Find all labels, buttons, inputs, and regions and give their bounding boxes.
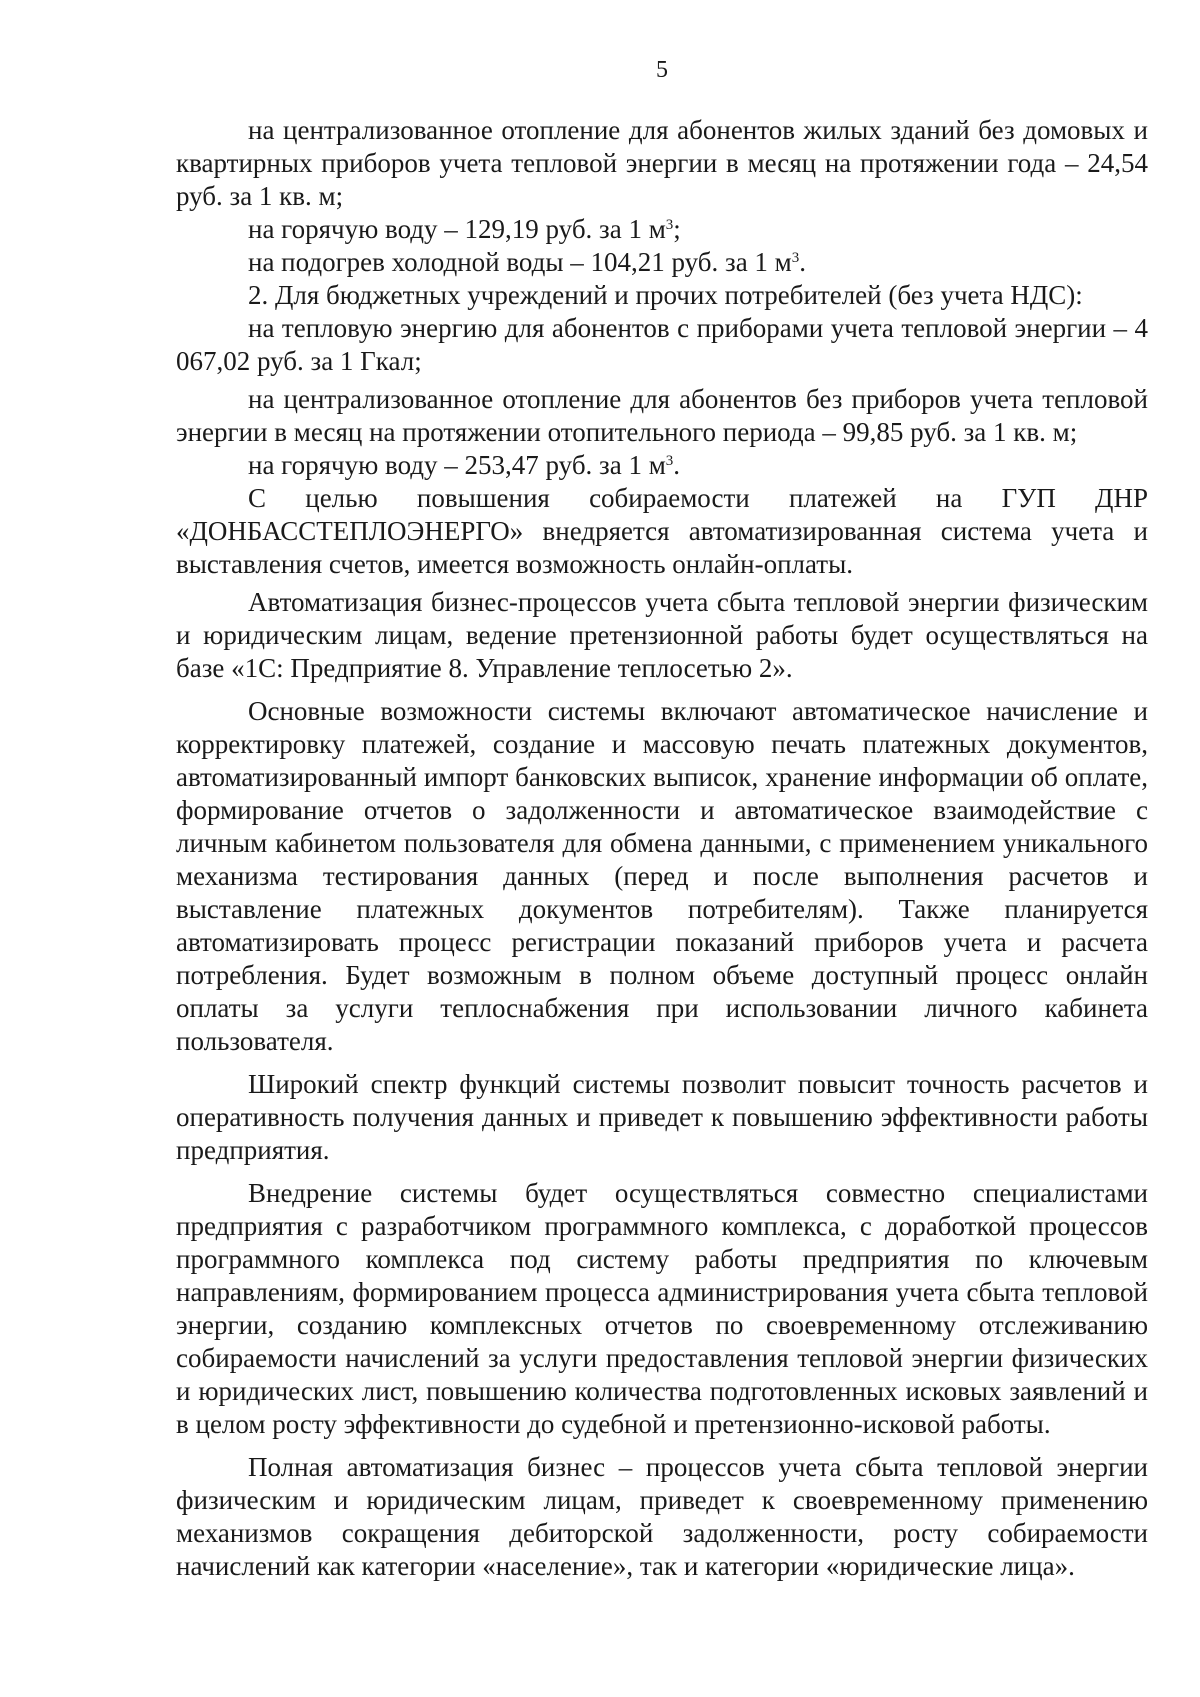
document-body <box>176 114 1148 1583</box>
page-number: 5 <box>656 57 668 83</box>
paragraph-payment-collection: С целью повышения собираемости платежей на ГУП ДНР «ДОНБАССТЕПЛОЭНЕРГО» внедряется автоматизированная система учета и выставления счетов, имеется возможность онлайн-оплаты. <box>176 483 1148 579</box>
paragraph-full-automation: Полная автоматизация бизнес – процессов учета сбыта тепловой энергии физическим и юридическим лицам, приведет к своевременному применению механизмов сокращения дебиторской задолженности, росту собираемости начислений как категории «население», так и категории «юридические лица». <box>176 1452 1148 1581</box>
paragraph-budget-institutions: 2. Для бюджетных учреждений и прочих потребителей (без учета НДС): <box>248 280 1083 310</box>
paragraph-hot-water-budget <box>176 449 1148 482</box>
paragraph-functions-spectrum: Широкий спектр функций системы позволит повысит точность расчетов и оперативность получения данных и приведет к повышению эффективности работы предприятия. <box>176 1069 1148 1165</box>
hot-water-residential-text: на горячую воду – 129,19 руб. за 1 м <box>248 214 666 244</box>
cold-water-heating-superscript: 3 <box>791 250 800 266</box>
hot-water-budget-superscript: 3 <box>665 453 674 469</box>
paragraph-central-heating-residential: на централизованное отопление для абонентов жилых зданий без домовых и квартирных приборов учета тепловой энергии в месяц на протяжении года – 24,54 руб. за 1 кв. м; <box>176 115 1148 211</box>
paragraph-hot-water-residential <box>176 213 1148 246</box>
hot-water-budget-text: на горячую воду – 253,47 руб. за 1 м <box>248 450 666 480</box>
paragraph-business-automation: Автоматизация бизнес-процессов учета сбыта тепловой энергии физическим и юридическим лицам, ведение претензионной работы будет осуществляться на базе «1С: Предприятие 8. Управление теплосетью 2». <box>176 587 1148 683</box>
hot-water-residential-end: ; <box>673 214 681 244</box>
paragraph-system-implementation: Внедрение системы будет осуществляться совместно специалистами предприятия с разработчиком программного комплекса, с доработкой процессов программного комплекса под систему работы предприятия по ключевым направлениям, формированием процесса администрирования учета сбыта тепловой энергии, созданию комплексных отчетов по своевременному отслеживанию собираемости начислений за услуги предоставления тепловой энергии физических и юридических лист, повышению количества подготовленных исковых заявлений и в целом росту эффективности до судебной и претензионно-исковой работы. <box>176 1178 1148 1439</box>
paragraph-thermal-energy-metered: на тепловую энергию для абонентов с приборами учета тепловой энергии – 4 067,02 руб. за 1 Гкал; <box>176 313 1148 376</box>
paragraph-central-heating-unmetered: на централизованное отопление для абонентов без приборов учета тепловой энергии в месяц на протяжении отопительного периода – 99,85 руб. за 1 кв. м; <box>176 384 1148 447</box>
hot-water-residential-superscript: 3 <box>665 217 674 233</box>
paragraph-system-capabilities: Основные возможности системы включают автоматическое начисление и корректировку платежей, создание и массовую печать платежных документов, автоматизированный импорт банковских выписок, хранение информации об оплате, формирование отчетов о задолженности и автоматическое взаимодействие с личным кабинетом пользователя для обмена данными, с применением уникального механизма тестирования данных (перед и после выполнения расчетов и выставление платежных документов потребителям). Также планируется автоматизировать процесс регистрации показаний приборов учета и расчета потребления. Будет возможным в полном объеме доступный процесс онлайн оплаты за услуги теплоснабжения при использовании личного кабинета пользователя. <box>176 696 1148 1056</box>
cold-water-heating-end: . <box>799 247 807 277</box>
hot-water-budget-end: . <box>673 450 681 480</box>
paragraph-cold-water-heating <box>176 246 1148 279</box>
cold-water-heating-text: на подогрев холодной воды – 104,21 руб. за 1 м <box>248 247 792 277</box>
